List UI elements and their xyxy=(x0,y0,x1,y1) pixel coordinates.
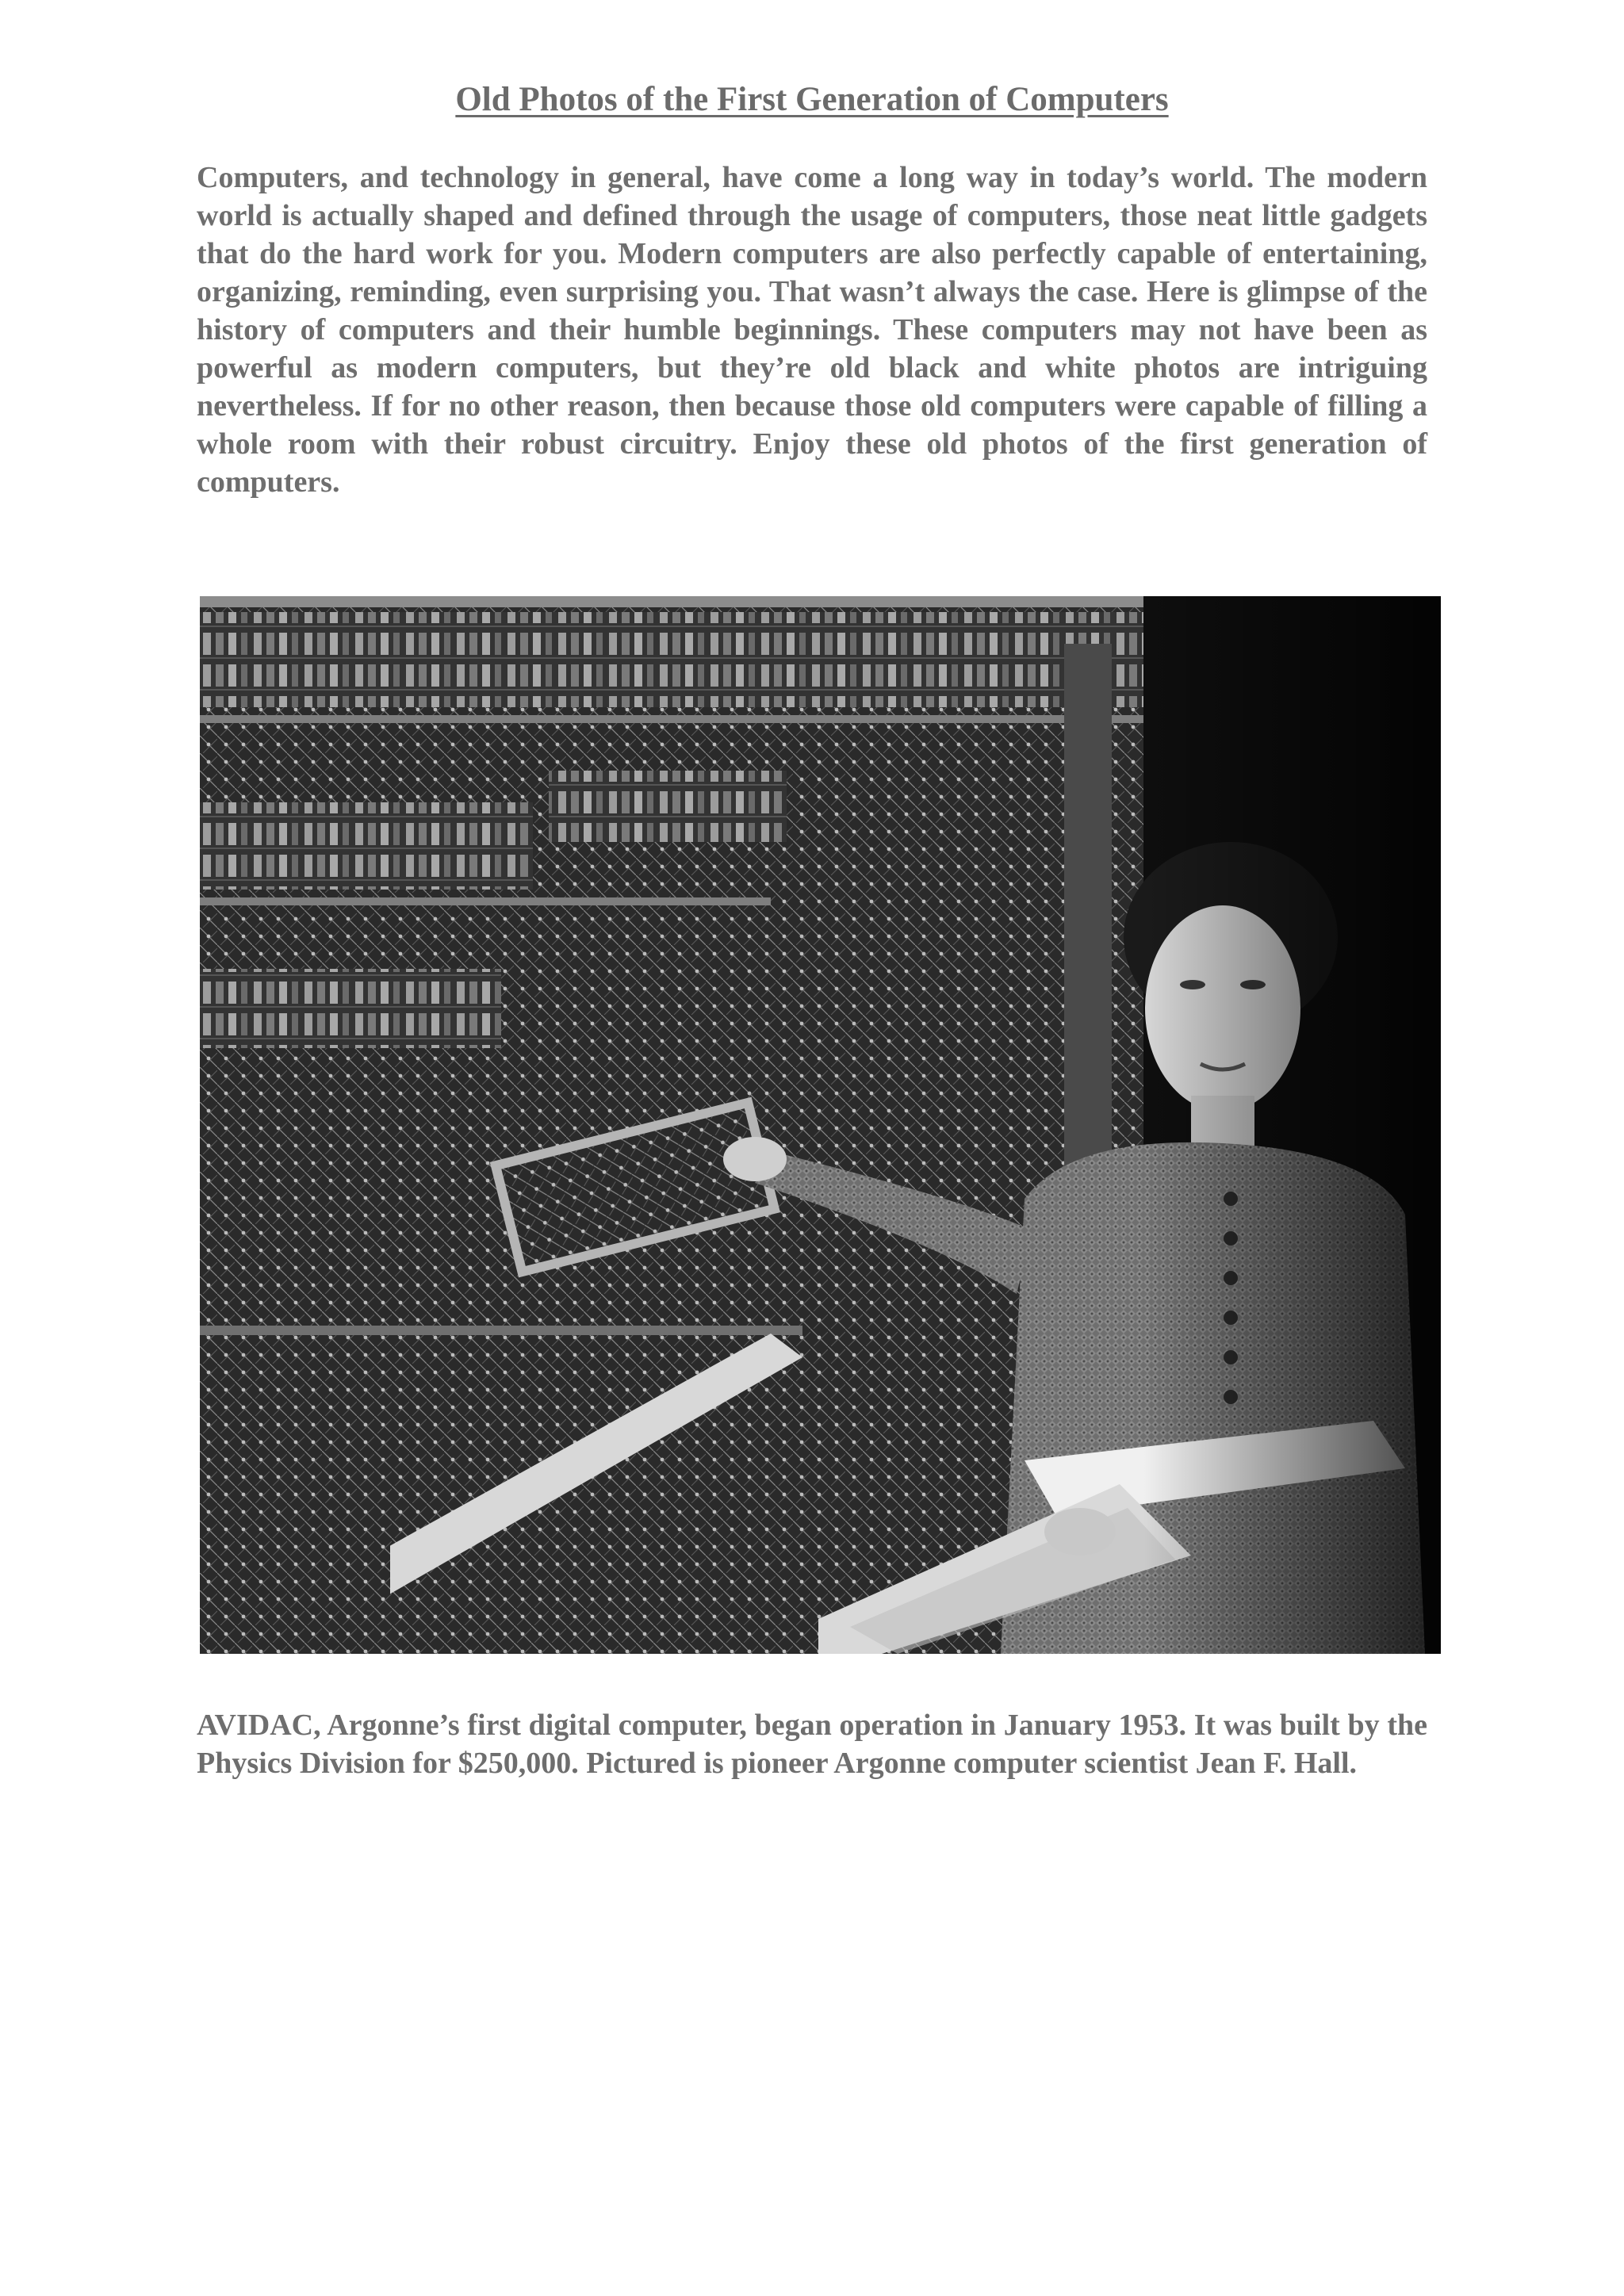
intro-paragraph: Computers, and technology in general, have come a long way in today’s world. The modern world is actually shaped and defined through the usage of computers, those neat little gadgets that do the hard work for you. Modern computers are also perfectly capable of entertaining, organizing, reminding, even surprising you. That wasn’t always the case. Here is glimpse of the history of computers and their humble beginnings. These computers may not have been as powerful as modern computers, but they’re old black and white photos are intriguing nevertheless. If for no other reason, then because those old computers were capable of filling a whole room with their robust circuitry. Enjoy these old photos of the first generation of computers. xyxy=(197,161,1427,499)
avidac-photo xyxy=(200,596,1441,1654)
photo-caption: AVIDAC, Argonne’s first digital computer, began operation in January 1953. It was built by the Physics Division for $250,000. Pictured is pioneer Argonne computer scientist Jean F. Hall. xyxy=(197,1709,1427,1780)
document-title: Old Photos of the First Generation of Computers xyxy=(455,81,1169,118)
avidac-photo-illustration xyxy=(200,596,1441,1654)
